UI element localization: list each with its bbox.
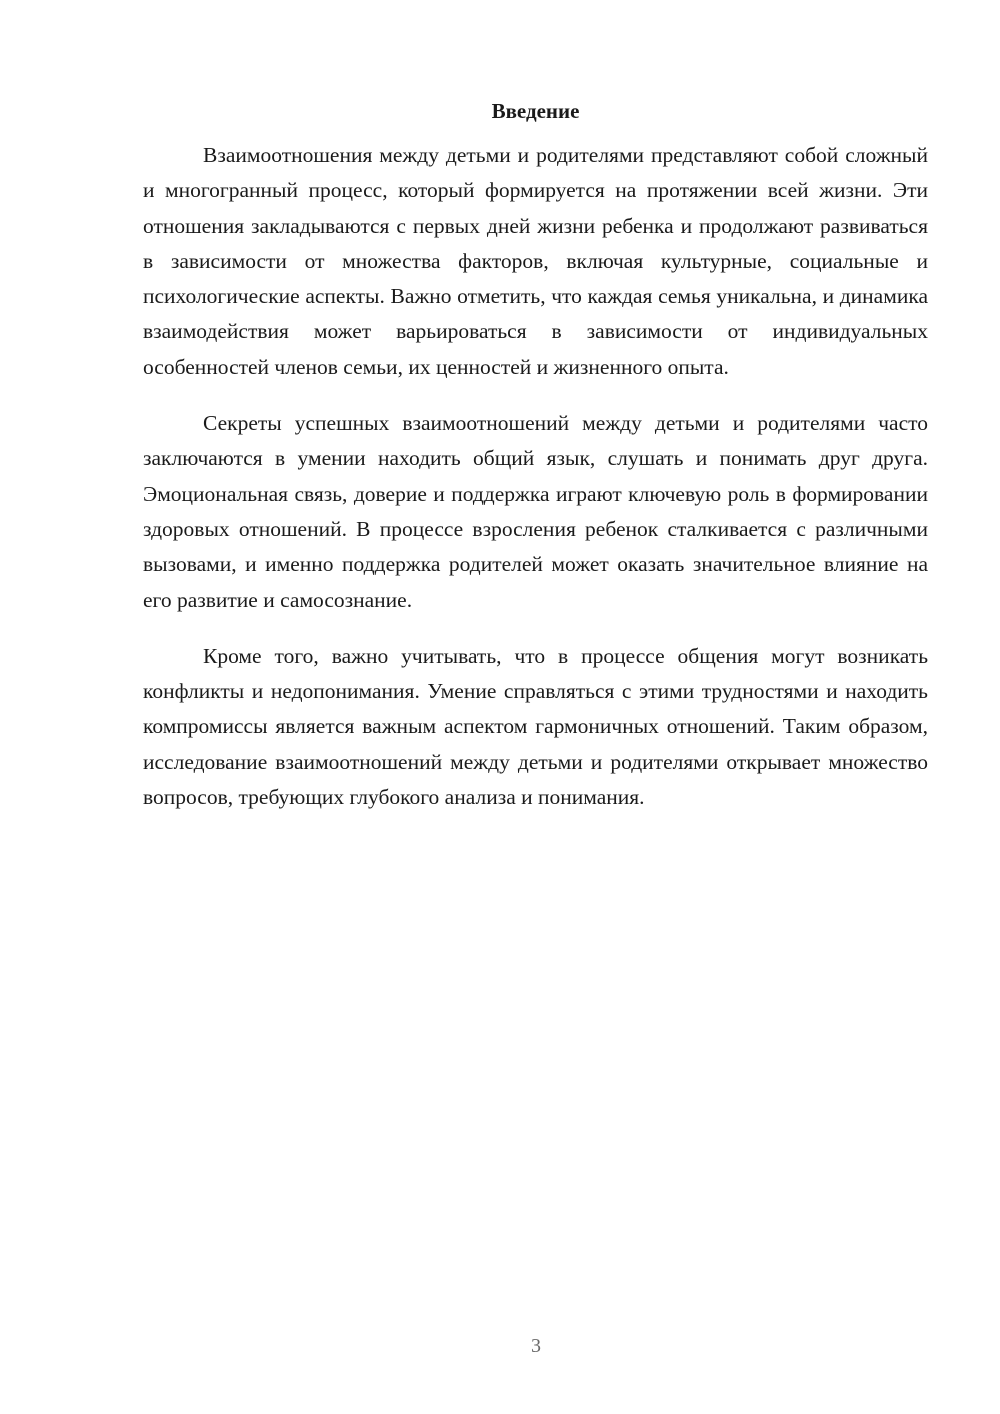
paragraph-1: Взаимоотношения между детьми и родителями представляют собой сложный и многогранный процесс, который формируется на протяжении всей жизни. Эти отношения закладываются с первых дней жизни ребенка и продолжают развиваться в зависимости от множества факторов, включая культурные, социальные и психологические аспекты. Важно отметить, что каждая семья уникальна, и динамика взаимодействия может варьироваться в зависимости от индивидуальных особенностей членов семьи, их ценностей и жизненного опыта. xyxy=(143,143,928,379)
paragraph-2: Секреты успешных взаимоотношений между детьми и родителями часто заключаются в умении находить общий язык, слушать и понимать друг друга. Эмоциональная связь, доверие и поддержка играют ключевую роль в формировании здоровых отношений. В процессе взросления ребенок сталкивается с различными вызовами, и именно поддержка родителей может оказать значительное влияние на его развитие и самосознание. xyxy=(143,411,928,612)
section-title: Введение xyxy=(491,99,580,123)
paragraph-3: Кроме того, важно учитывать, что в процессе общения могут возникать конфликты и недопонимания. Умение справляться с этими трудностями и находить компромиссы является важным аспектом гармоничных отношений. Таким образом, исследование взаимоотношений между детьми и родителями открывает множество вопросов, требующих глубокого анализа и понимания. xyxy=(143,643,928,810)
page-number: 3 xyxy=(531,1335,541,1357)
page-content xyxy=(143,96,928,836)
